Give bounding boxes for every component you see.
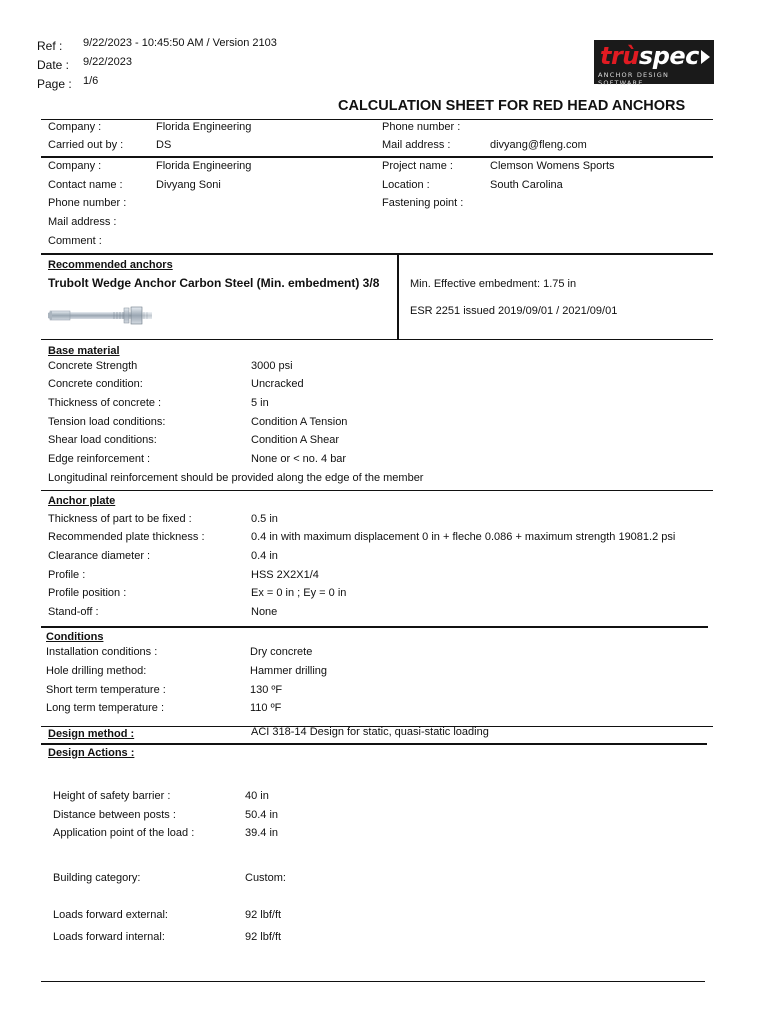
footer-divider xyxy=(41,981,705,982)
condition-value: 130 ºF xyxy=(250,684,283,696)
project-phone-label: Phone number : xyxy=(48,197,127,209)
action-value: Custom: xyxy=(245,872,286,884)
design-actions-heading: Design Actions : xyxy=(48,747,135,759)
condition-value: Dry concrete xyxy=(250,646,313,658)
divider xyxy=(397,254,399,339)
action-label: Loads forward internal: xyxy=(53,931,165,943)
phone-label: Phone number : xyxy=(382,121,461,133)
base-material-heading: Base material xyxy=(48,345,120,357)
ref-value: 9/22/2023 - 10:45:50 AM / Version 2103 xyxy=(83,37,277,49)
base-label: Concrete condition: xyxy=(48,378,143,390)
plate-label: Profile : xyxy=(48,569,86,581)
plate-value: HSS 2X2X1/4 xyxy=(251,569,319,581)
comment-label: Comment : xyxy=(48,235,102,247)
company-value: Florida Engineering xyxy=(156,121,252,133)
base-value: 3000 psi xyxy=(251,360,293,372)
plate-label: Thickness of part to be fixed : xyxy=(48,513,192,525)
project-name-label: Project name : xyxy=(382,160,453,172)
divider xyxy=(41,626,708,628)
anchors-heading: Recommended anchors xyxy=(48,259,173,271)
base-label: Concrete Strength xyxy=(48,360,138,372)
plate-value: 0.4 in with maximum displacement 0 in + fleche 0.086 + maximum strength 19081.2 psi xyxy=(251,531,676,543)
condition-value: 110 ºF xyxy=(250,702,282,714)
plate-label: Profile position : xyxy=(48,587,127,599)
project-company-label: Company : xyxy=(48,160,102,172)
plate-value: 0.5 in xyxy=(251,513,278,525)
condition-label: Installation conditions : xyxy=(46,646,158,658)
location-label: Location : xyxy=(382,179,430,191)
carried-value: DS xyxy=(156,139,172,151)
design-method-label: Design method : xyxy=(48,728,135,740)
action-value: 40 in xyxy=(245,790,269,802)
embedment-value: Min. Effective embedment: 1.75 in xyxy=(410,278,577,290)
project-name-value: Clemson Womens Sports xyxy=(490,160,615,172)
action-label: Building category: xyxy=(53,872,141,884)
base-note: Longitudinal reinforcement should be provided along the edge of the member xyxy=(48,472,424,484)
base-value: Condition A Tension xyxy=(251,416,348,428)
arrow-icon xyxy=(701,50,710,64)
base-value: 5 in xyxy=(251,397,269,409)
condition-label: Short term temperature : xyxy=(46,684,166,696)
divider xyxy=(41,339,713,340)
base-label: Tension load conditions: xyxy=(48,416,166,428)
action-label: Loads forward external: xyxy=(53,909,168,921)
base-label: Thickness of concrete : xyxy=(48,397,162,409)
divider xyxy=(41,119,713,120)
condition-label: Long term temperature : xyxy=(46,702,165,714)
action-value: 39.4 in xyxy=(245,827,279,839)
design-method-value: ACI 318-14 Design for static, quasi-static loading xyxy=(251,726,489,738)
base-value: Condition A Shear xyxy=(251,434,340,446)
base-value: None or < no. 4 bar xyxy=(251,453,347,465)
base-label: Shear load conditions: xyxy=(48,434,157,446)
plate-value: 0.4 in xyxy=(251,550,278,562)
anchor-plate-heading: Anchor plate xyxy=(48,495,116,507)
page-value: 1/6 xyxy=(83,75,99,87)
mail-value: divyang@fleng.com xyxy=(490,139,587,151)
action-value: 50.4 in xyxy=(245,809,279,821)
divider xyxy=(41,253,713,255)
conditions-heading: Conditions xyxy=(46,631,104,643)
base-label: Edge reinforcement : xyxy=(48,453,151,465)
esr-value: ESR 2251 issued 2019/09/01 / 2021/09/01 xyxy=(410,305,618,317)
page-label: Page : xyxy=(37,77,72,91)
carried-label: Carried out by : xyxy=(48,139,124,151)
divider xyxy=(41,743,707,745)
wedge-anchor-image xyxy=(48,304,158,328)
plate-label: Recommended plate thickness : xyxy=(48,531,205,543)
date-label: Date : xyxy=(37,58,70,72)
fastening-label: Fastening point : xyxy=(382,197,464,209)
condition-label: Hole drilling method: xyxy=(46,665,147,677)
date-value: 9/22/2023 xyxy=(83,56,132,68)
project-company-value: Florida Engineering xyxy=(156,160,252,172)
truspec-logo: trùspec ANCHOR DESIGN SOFTWARE xyxy=(594,40,714,84)
anchor-product: Trubolt Wedge Anchor Carbon Steel (Min. embedment) 3/8 xyxy=(48,276,380,290)
ref-label: Ref : xyxy=(37,39,63,53)
plate-value: None xyxy=(251,606,278,618)
page-title: CALCULATION SHEET FOR RED HEAD ANCHORS xyxy=(338,98,686,114)
action-value: 92 lbf/ft xyxy=(245,909,282,921)
divider xyxy=(41,490,713,491)
project-mail-label: Mail address : xyxy=(48,216,117,228)
divider xyxy=(41,156,713,158)
plate-value: Ex = 0 in ; Ey = 0 in xyxy=(251,587,347,599)
condition-value: Hammer drilling xyxy=(250,665,328,677)
action-label: Application point of the load : xyxy=(53,827,195,839)
action-value: 92 lbf/ft xyxy=(245,931,282,943)
contact-value: Divyang Soni xyxy=(156,179,221,191)
plate-label: Stand-off : xyxy=(48,606,99,618)
base-value: Uncracked xyxy=(251,378,304,390)
plate-label: Clearance diameter : xyxy=(48,550,151,562)
action-label: Distance between posts : xyxy=(53,809,176,821)
contact-label: Contact name : xyxy=(48,179,123,191)
mail-label: Mail address : xyxy=(382,139,451,151)
action-label: Height of safety barrier : xyxy=(53,790,171,802)
location-value: South Carolina xyxy=(490,179,563,191)
company-label: Company : xyxy=(48,121,102,133)
